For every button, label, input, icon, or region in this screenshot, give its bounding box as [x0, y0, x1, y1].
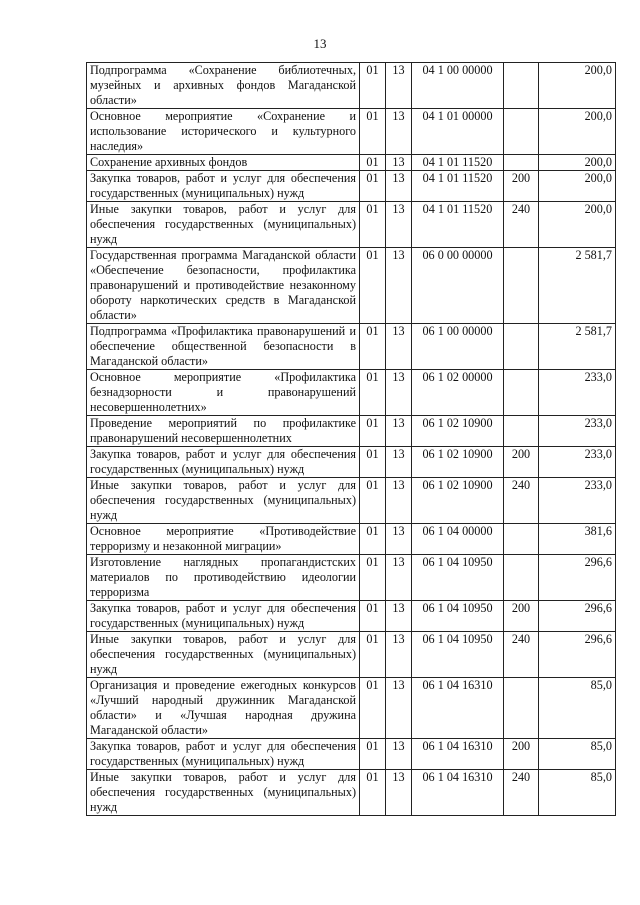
row-target-article-cell: 06 1 04 10950 — [412, 632, 504, 678]
row-name-cell: Иные закупки товаров, работ и услуг для обеспечения государственных (муниципальных) нужд — [87, 632, 360, 678]
row-target-article-cell: 06 1 02 00000 — [412, 370, 504, 416]
row-subsection-cell: 13 — [386, 632, 412, 678]
row-section-cell: 01 — [360, 447, 386, 478]
row-section-cell: 01 — [360, 739, 386, 770]
row-name-cell: Иные закупки товаров, работ и услуг для обеспечения государственных (муниципальных) нужд — [87, 770, 360, 816]
row-amount-cell: 85,0 — [539, 770, 616, 816]
row-target-article-cell: 06 0 00 00000 — [412, 248, 504, 324]
row-expense-type-cell — [504, 63, 539, 109]
table-row — [87, 248, 616, 324]
row-amount-cell: 85,0 — [539, 678, 616, 739]
row-amount-cell: 233,0 — [539, 447, 616, 478]
row-section-cell: 01 — [360, 63, 386, 109]
row-subsection-cell: 13 — [386, 109, 412, 155]
row-amount-cell: 2 581,7 — [539, 248, 616, 324]
row-target-article-cell: 04 1 01 11520 — [412, 202, 504, 248]
row-section-cell: 01 — [360, 632, 386, 678]
row-amount-cell: 85,0 — [539, 739, 616, 770]
row-target-article-cell: 06 1 04 16310 — [412, 770, 504, 816]
table-row — [87, 370, 616, 416]
row-name-cell: Основное мероприятие «Профилактика безнадзорности и правонарушений несовершеннолетних» — [87, 370, 360, 416]
row-section-cell: 01 — [360, 524, 386, 555]
row-amount-cell: 296,6 — [539, 632, 616, 678]
row-amount-cell: 200,0 — [539, 155, 616, 171]
row-expense-type-cell — [504, 370, 539, 416]
table-row — [87, 155, 616, 171]
row-target-article-cell: 04 1 01 11520 — [412, 171, 504, 202]
row-section-cell: 01 — [360, 202, 386, 248]
table-row — [87, 524, 616, 555]
row-amount-cell: 200,0 — [539, 63, 616, 109]
row-name-cell: Подпрограмма «Профилактика правонарушений и обеспечение общественной безопасности в Магаданской области» — [87, 324, 360, 370]
row-section-cell: 01 — [360, 601, 386, 632]
row-name-cell: Изготовление наглядных пропагандистских материалов по противодействию идеологии терроризма — [87, 555, 360, 601]
row-subsection-cell: 13 — [386, 416, 412, 447]
row-target-article-cell: 06 1 02 10900 — [412, 447, 504, 478]
row-name-cell: Основное мероприятие «Сохранение и использование исторического и культурного наследия» — [87, 109, 360, 155]
row-expense-type-cell — [504, 248, 539, 324]
row-name-cell: Закупка товаров, работ и услуг для обеспечения государственных (муниципальных) нужд — [87, 447, 360, 478]
table-row — [87, 478, 616, 524]
row-subsection-cell: 13 — [386, 63, 412, 109]
table-row — [87, 416, 616, 447]
row-subsection-cell: 13 — [386, 524, 412, 555]
row-name-cell: Закупка товаров, работ и услуг для обеспечения государственных (муниципальных) нужд — [87, 601, 360, 632]
row-subsection-cell: 13 — [386, 739, 412, 770]
row-expense-type-cell — [504, 155, 539, 171]
row-name-cell: Иные закупки товаров, работ и услуг для обеспечения государственных (муниципальных) нужд — [87, 202, 360, 248]
row-expense-type-cell: 200 — [504, 739, 539, 770]
row-name-cell: Проведение мероприятий по профилактике правонарушений несовершеннолетних — [87, 416, 360, 447]
row-amount-cell: 233,0 — [539, 478, 616, 524]
row-section-cell: 01 — [360, 370, 386, 416]
row-target-article-cell: 06 1 04 10950 — [412, 601, 504, 632]
table-row — [87, 324, 616, 370]
row-expense-type-cell — [504, 109, 539, 155]
page-number: 13 — [313, 36, 327, 51]
row-name-cell: Государственная программа Магаданской области «Обеспечение безопасности, профилактика правонарушений и противодействие незаконному обороту наркотических средств в Магаданской области» — [87, 248, 360, 324]
row-subsection-cell: 13 — [386, 171, 412, 202]
row-target-article-cell: 04 1 01 00000 — [412, 109, 504, 155]
row-target-article-cell: 06 1 02 10900 — [412, 478, 504, 524]
row-target-article-cell: 06 1 04 00000 — [412, 524, 504, 555]
row-subsection-cell: 13 — [386, 555, 412, 601]
row-subsection-cell: 13 — [386, 370, 412, 416]
table-row — [87, 678, 616, 739]
row-subsection-cell: 13 — [386, 447, 412, 478]
row-section-cell: 01 — [360, 555, 386, 601]
row-subsection-cell: 13 — [386, 678, 412, 739]
row-amount-cell: 296,6 — [539, 601, 616, 632]
row-amount-cell: 233,0 — [539, 370, 616, 416]
row-section-cell: 01 — [360, 416, 386, 447]
row-expense-type-cell: 240 — [504, 202, 539, 248]
row-expense-type-cell — [504, 416, 539, 447]
row-section-cell: 01 — [360, 155, 386, 171]
table-row — [87, 171, 616, 202]
row-subsection-cell: 13 — [386, 478, 412, 524]
row-subsection-cell: 13 — [386, 155, 412, 171]
row-name-cell: Закупка товаров, работ и услуг для обеспечения государственных (муниципальных) нужд — [87, 171, 360, 202]
row-expense-type-cell: 200 — [504, 601, 539, 632]
row-name-cell: Организация и проведение ежегодных конкурсов «Лучший народный дружинник Магаданской области» и «Лучшая народная дружина Магаданской области» — [87, 678, 360, 739]
row-section-cell: 01 — [360, 478, 386, 524]
table-row — [87, 770, 616, 816]
row-amount-cell: 200,0 — [539, 109, 616, 155]
row-expense-type-cell — [504, 324, 539, 370]
budget-table — [86, 62, 616, 816]
row-expense-type-cell — [504, 678, 539, 739]
row-amount-cell: 233,0 — [539, 416, 616, 447]
row-target-article-cell: 06 1 04 10950 — [412, 555, 504, 601]
row-name-cell: Основное мероприятие «Противодействие терроризму и незаконной миграции» — [87, 524, 360, 555]
row-section-cell: 01 — [360, 770, 386, 816]
table-row — [87, 601, 616, 632]
row-subsection-cell: 13 — [386, 202, 412, 248]
row-section-cell: 01 — [360, 248, 386, 324]
row-expense-type-cell: 240 — [504, 478, 539, 524]
row-expense-type-cell: 240 — [504, 770, 539, 816]
row-name-cell: Закупка товаров, работ и услуг для обеспечения государственных (муниципальных) нужд — [87, 739, 360, 770]
row-target-article-cell: 06 1 02 10900 — [412, 416, 504, 447]
row-target-article-cell: 04 1 01 11520 — [412, 155, 504, 171]
row-section-cell: 01 — [360, 109, 386, 155]
row-name-cell: Сохранение архивных фондов — [87, 155, 360, 171]
row-amount-cell: 296,6 — [539, 555, 616, 601]
row-amount-cell: 2 581,7 — [539, 324, 616, 370]
table-row — [87, 632, 616, 678]
row-section-cell: 01 — [360, 678, 386, 739]
row-subsection-cell: 13 — [386, 248, 412, 324]
table-row — [87, 555, 616, 601]
table-row — [87, 202, 616, 248]
row-target-article-cell: 04 1 00 00000 — [412, 63, 504, 109]
row-subsection-cell: 13 — [386, 770, 412, 816]
row-target-article-cell: 06 1 04 16310 — [412, 678, 504, 739]
table-body — [87, 63, 616, 816]
row-amount-cell: 200,0 — [539, 202, 616, 248]
row-section-cell: 01 — [360, 171, 386, 202]
row-name-cell: Подпрограмма «Сохранение библиотечных, музейных и архивных фондов Магаданской области» — [87, 63, 360, 109]
row-expense-type-cell: 240 — [504, 632, 539, 678]
table-row — [87, 63, 616, 109]
table-row — [87, 447, 616, 478]
table-row — [87, 739, 616, 770]
row-expense-type-cell — [504, 524, 539, 555]
table-row — [87, 109, 616, 155]
row-amount-cell: 200,0 — [539, 171, 616, 202]
row-subsection-cell: 13 — [386, 324, 412, 370]
row-expense-type-cell: 200 — [504, 447, 539, 478]
row-amount-cell: 381,6 — [539, 524, 616, 555]
row-subsection-cell: 13 — [386, 601, 412, 632]
row-expense-type-cell — [504, 555, 539, 601]
row-target-article-cell: 06 1 04 16310 — [412, 739, 504, 770]
row-name-cell: Иные закупки товаров, работ и услуг для обеспечения государственных (муниципальных) нужд — [87, 478, 360, 524]
row-section-cell: 01 — [360, 324, 386, 370]
row-expense-type-cell: 200 — [504, 171, 539, 202]
row-target-article-cell: 06 1 00 00000 — [412, 324, 504, 370]
